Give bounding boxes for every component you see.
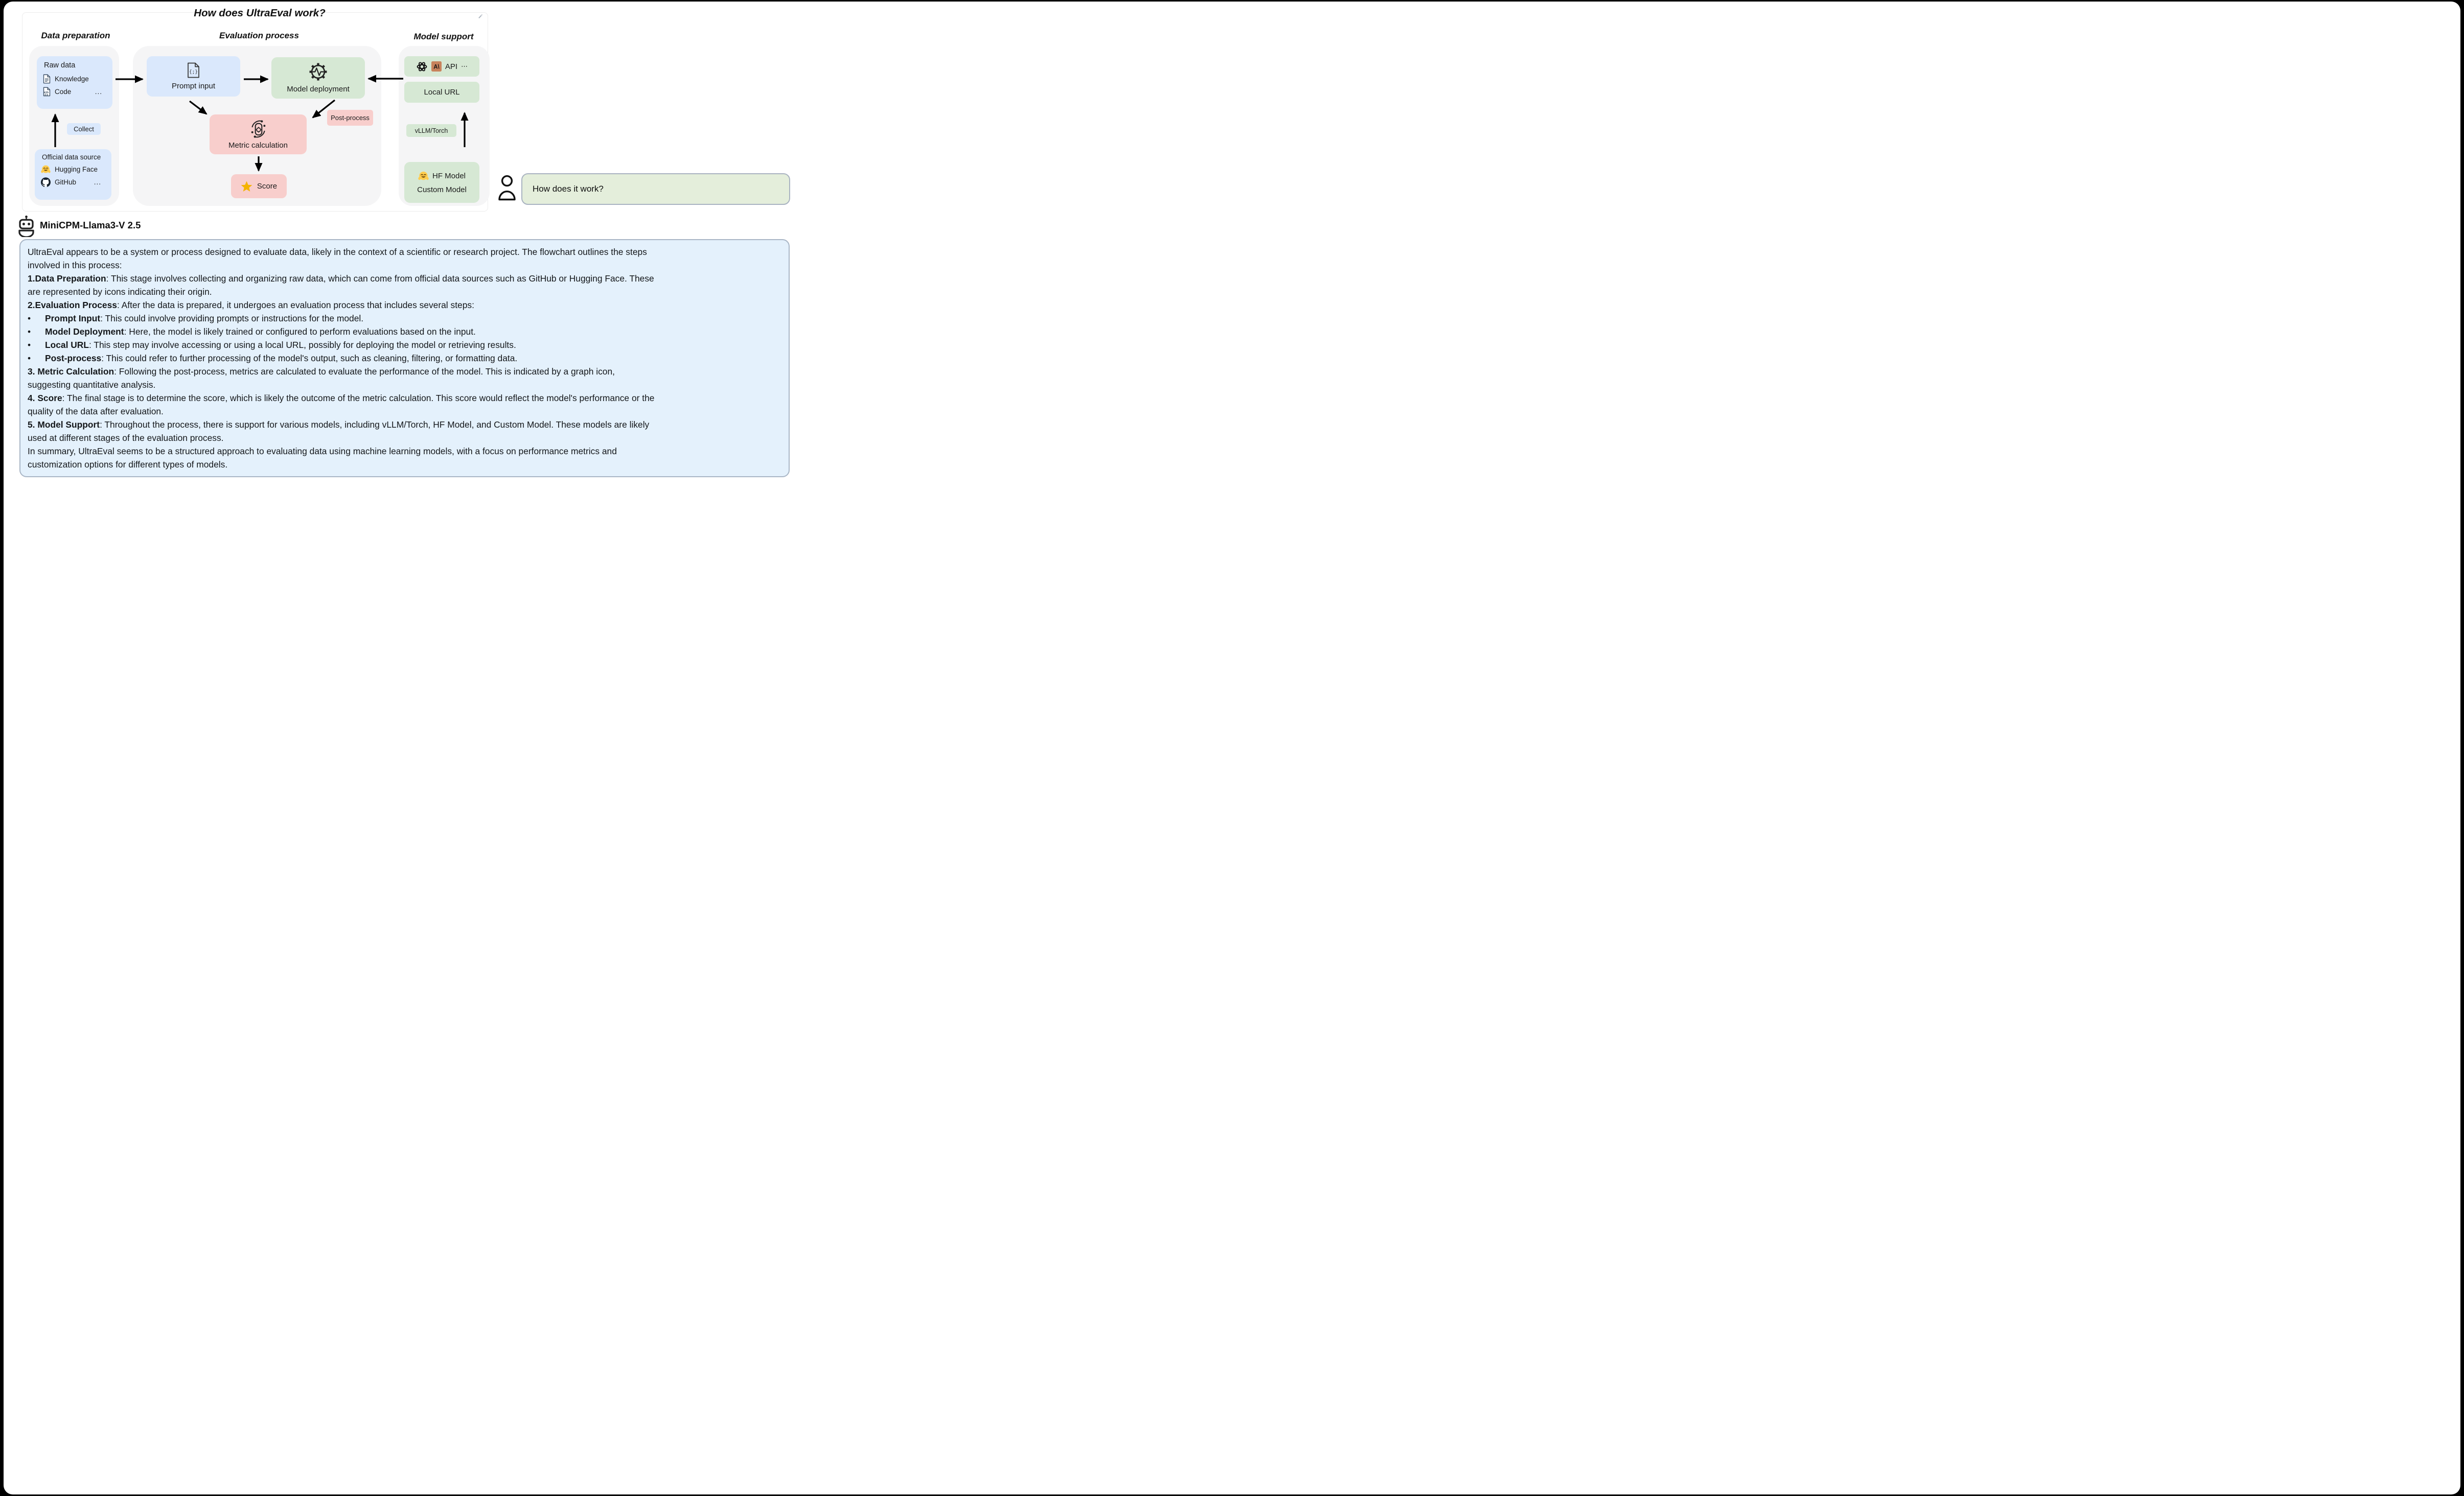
official-item-label: GitHub	[55, 178, 77, 186]
custom-model-label: Custom Model	[417, 185, 467, 194]
ellipsis-text: ...	[95, 88, 102, 96]
raw-data-item-label: Code	[55, 88, 72, 96]
list-item	[40, 165, 106, 174]
section-title-data-preparation: Data preparation	[41, 31, 110, 40]
list-item	[42, 74, 107, 84]
response-line: 3. Metric Calculation: Following the post-process, metrics are calculated to evaluate the performance of the model. This is indicated by a graph icon,	[28, 366, 615, 377]
metric-gear-orbit-icon	[250, 120, 267, 138]
score-node	[231, 174, 287, 198]
response-text	[28, 245, 781, 471]
flowchart-title: How does UltraEval work?	[194, 7, 326, 19]
raw-data-title: Raw data	[44, 61, 76, 69]
vllm-torch-label: vLLM/Torch	[406, 124, 456, 137]
model-deployment-label: Model deployment	[287, 85, 350, 94]
response-line: • Model Deployment: Here, the model is likely trained or configured to perform evaluations based on the input.	[28, 325, 781, 338]
document-icon	[43, 74, 51, 84]
hf-model-label: HF Model	[432, 172, 466, 180]
model-name: MiniCPM-Llama3-V 2.5	[40, 220, 141, 230]
section-title-model-support: Model support	[413, 32, 474, 41]
list-item	[42, 87, 107, 97]
model-response-box	[19, 239, 790, 477]
response-line: suggesting quantitative analysis.	[28, 380, 156, 390]
response-line: UltraEval appears to be a system or process designed to evaluate data, likely in the context of a scientific or research project. The flowchart outlines the steps	[28, 247, 647, 257]
response-line: 1.Data Preparation: This stage involves collecting and organizing raw data, which can come from official data sources such as GitHub or Hugging Face. These	[28, 273, 654, 284]
bullet-point: •	[28, 340, 31, 350]
collect-label: Collect	[67, 123, 101, 135]
response-line: customization options for different types of models.	[28, 459, 228, 470]
ellipsis-text: ...	[94, 178, 101, 186]
official-item-label: Hugging Face	[55, 166, 98, 173]
response-line: involved in this process:	[28, 260, 122, 270]
edit-pencil-icon	[477, 13, 483, 19]
robot-icon	[17, 215, 36, 237]
local-url-node: Local URL	[404, 82, 479, 103]
user-question-text: How does it work?	[533, 184, 604, 194]
metric-calculation-label: Metric calculation	[228, 141, 288, 150]
hf-custom-model-node	[404, 162, 479, 203]
response-line: 2.Evaluation Process: After the data is prepared, it undergoes an evaluation process that includes several steps:	[28, 300, 474, 310]
section-title-evaluation-process: Evaluation process	[219, 31, 299, 40]
openai-icon	[416, 61, 428, 73]
post-process-label: Post-process	[327, 110, 373, 126]
user-icon	[497, 174, 517, 201]
hugging-face-icon	[418, 171, 429, 181]
list-item	[40, 177, 106, 187]
file-code-icon	[187, 62, 200, 78]
hugging-face-icon	[41, 165, 51, 174]
raw-data-box	[37, 56, 112, 109]
response-line: • Prompt Input: This could involve providing prompts or instructions for the model.	[28, 312, 781, 325]
response-line: In summary, UltraEval seems to be a structured approach to evaluating data using machine learning models, with a focus on performance metrics and	[28, 446, 617, 456]
api-node	[404, 56, 479, 77]
response-line: are represented by icons indicating their origin.	[28, 287, 212, 297]
code-file-icon	[43, 87, 51, 97]
model-deployment-node	[271, 57, 365, 99]
app-canvas	[4, 2, 2460, 1494]
official-data-source-box	[35, 149, 111, 200]
response-line: 4. Score: The final stage is to determine the score, which is likely the outcome of the metric calculation. This score would reflect the model's performance or the	[28, 393, 655, 403]
api-label: API	[445, 62, 458, 71]
bullet-point: •	[28, 353, 31, 363]
bullet-point: •	[28, 326, 31, 337]
gear-pulse-icon	[309, 62, 328, 81]
response-line: quality of the data after evaluation.	[28, 406, 164, 416]
prompt-input-label: Prompt input	[171, 82, 216, 90]
bullet-point: •	[28, 313, 31, 323]
api-ellipsis: ⋯	[461, 62, 468, 70]
svg-text:A\: A\	[433, 64, 440, 71]
prompt-input-node	[147, 56, 240, 97]
github-icon	[41, 177, 51, 187]
official-data-source-title: Official data source	[42, 153, 101, 161]
raw-data-item-label: Knowledge	[55, 75, 89, 83]
hf-model-row	[418, 171, 466, 181]
anthropic-icon	[431, 61, 442, 72]
star-icon	[241, 181, 252, 192]
svg-text:{;}: {;}	[189, 69, 198, 75]
response-line: • Local URL: This step may involve accessing or using a local URL, possibly for deploying the model or retrieving results.	[28, 338, 781, 352]
response-line: used at different stages of the evaluation process.	[28, 433, 224, 443]
user-question-bubble	[521, 173, 790, 205]
score-label: Score	[257, 182, 278, 191]
metric-calculation-node	[210, 114, 307, 154]
response-line: 5. Model Support: Throughout the process, there is support for various models, including vLLM/Torch, HF Model, and Custom Model. These models are likely	[28, 419, 650, 430]
response-line: • Post-process: This could refer to further processing of the model's output, such as cleaning, filtering, or formatting data.	[28, 352, 781, 365]
